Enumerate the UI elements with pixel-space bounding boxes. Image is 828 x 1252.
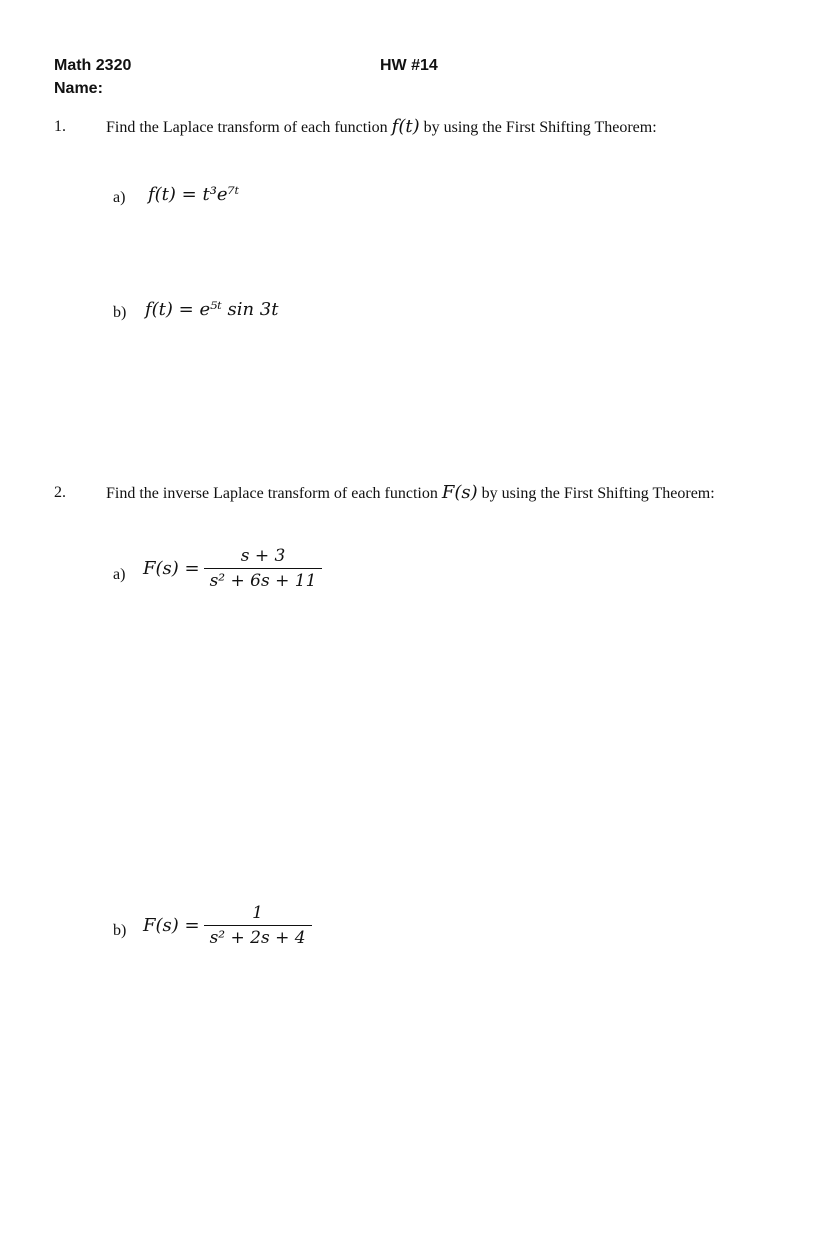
problem-number: 2. — [54, 484, 66, 501]
fraction — [204, 546, 323, 591]
math-expression — [145, 299, 279, 320]
problem-number: 1. — [54, 118, 66, 135]
math-rhs: e⁵ᵗ sin 3t — [199, 299, 279, 320]
math-rhs: t³e⁷ᵗ — [202, 184, 240, 205]
math-lhs: F(s) = — [143, 915, 200, 936]
assignment-title: HW #14 — [380, 57, 438, 74]
problem-prompt — [106, 482, 715, 503]
prompt-text: by using the First Shifting Theorem: — [481, 485, 715, 502]
fraction-denominator: s² + 6s + 11 — [209, 571, 317, 591]
prompt-text: Find the Laplace transform of each function — [106, 119, 388, 136]
course-title: Math 2320 — [54, 57, 132, 74]
math-expression — [143, 903, 312, 948]
fraction-numerator: 1 — [204, 903, 312, 926]
part-label: b) — [113, 922, 127, 939]
problem-prompt — [106, 116, 657, 137]
prompt-text: by using the First Shifting Theorem: — [423, 119, 657, 136]
fraction — [204, 903, 312, 948]
fraction-denominator: s² + 2s + 4 — [209, 928, 306, 948]
math-lhs: f(t) = — [148, 184, 203, 205]
prompt-text: Find the inverse Laplace transform of each function — [106, 485, 438, 502]
math-expression — [148, 184, 239, 205]
math-expression — [143, 546, 322, 591]
prompt-symbol: F(s) — [441, 482, 478, 503]
part-label: a) — [113, 189, 126, 206]
part-label: b) — [113, 304, 127, 321]
part-label: a) — [113, 566, 126, 583]
math-lhs: f(t) = — [145, 299, 200, 320]
name-label: Name: — [54, 80, 103, 97]
fraction-numerator: s + 3 — [204, 546, 323, 569]
math-lhs: F(s) = — [143, 558, 200, 579]
prompt-symbol: f(t) — [391, 116, 420, 137]
